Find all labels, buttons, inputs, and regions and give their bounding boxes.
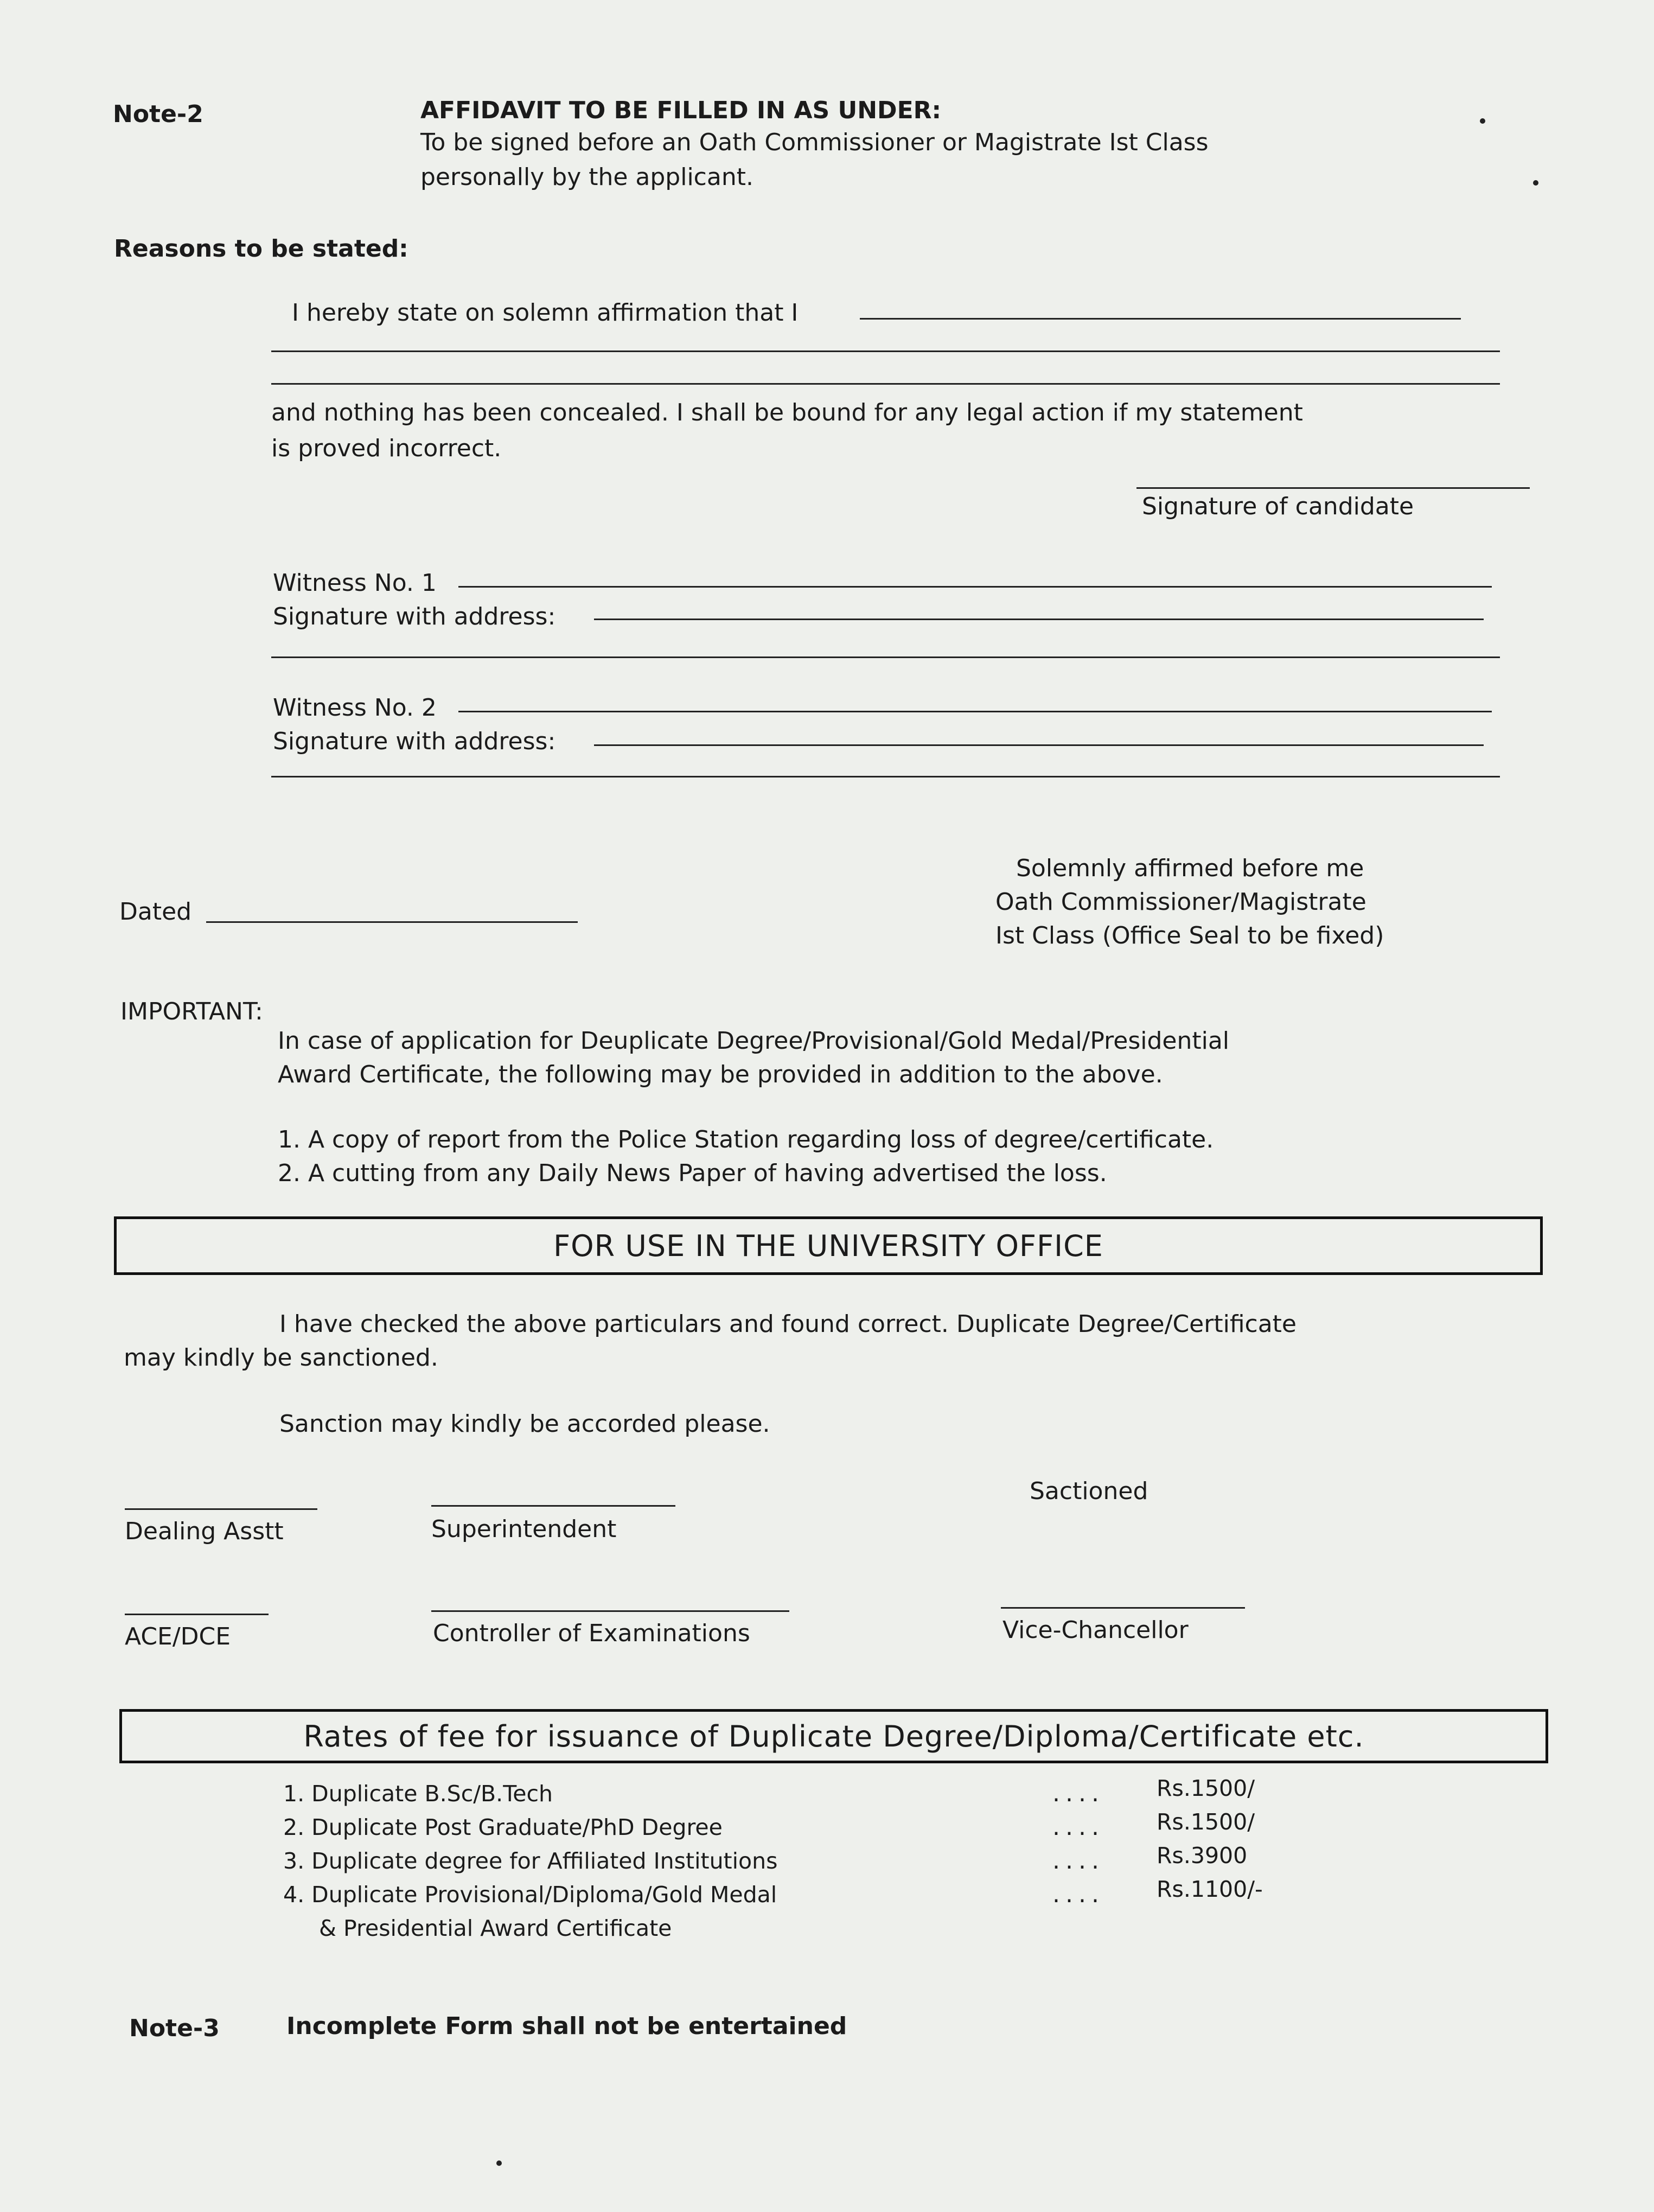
controller-line[interactable] [431,1610,789,1612]
fee-amount-1: Rs.1500/ [1157,1775,1255,1801]
role-vice-chancellor: Vice-Chancellor [1002,1616,1189,1644]
fee-heading-box [119,1709,1548,1763]
statement-line-3[interactable] [271,383,1500,385]
witness-1-label: Witness No. 1 [273,569,437,597]
fee-dots-4: .... [1052,1880,1104,1908]
witness-2-address-label: Signature with address: [273,728,556,755]
important-text-2: Award Certificate, the following may be provided in addition to the above. [278,1061,1163,1088]
fee-item-4: 4. Duplicate Provisional/Diploma/Gold Medal [283,1882,777,1908]
candidate-signature-label: Signature of candidate [1142,493,1414,520]
role-superintendent: Superintendent [431,1515,617,1543]
scan-speck [1533,180,1538,186]
statement-line-1[interactable] [860,318,1461,320]
important-item-2: 2. A cutting from any Daily News Paper of having advertised the loss. [278,1159,1107,1187]
important-item-1: 1. A copy of report from the Police Station regarding loss of degree/certificate. [278,1126,1214,1153]
solemn-statement: I hereby state on solemn affirmation that I [292,299,799,327]
vice-chancellor-line[interactable] [1001,1607,1245,1609]
fee-item-2: 2. Duplicate Post Graduate/PhD Degree [283,1814,723,1840]
scan-speck [1480,118,1485,124]
witness-2-address-line[interactable] [594,744,1484,746]
affirmed-line-1: Solemnly affirmed before me [1016,855,1364,882]
fee-dots-3: .... [1052,1847,1104,1875]
reasons-label: Reasons to be stated: [114,235,408,263]
office-check-text-2: may kindly be sanctioned. [124,1344,438,1372]
dated-label: Dated [119,898,192,926]
witness-2-label: Witness No. 2 [273,694,437,722]
fee-item-1: 1. Duplicate B.Sc/B.Tech [283,1781,553,1807]
affidavit-instruction-2: personally by the applicant. [420,163,753,191]
superintendent-line[interactable] [431,1505,675,1507]
closing-text-1: and nothing has been concealed. I shall be bound for any legal action if my statement [271,399,1303,426]
fee-item-4-continued: & Presidential Award Certificate [319,1915,672,1941]
office-check-text-1: I have checked the above particulars and found correct. Duplicate Degree/Certificate [279,1310,1297,1338]
office-use-heading-box [114,1216,1543,1275]
sanctioned-label: Sactioned [1030,1477,1148,1505]
dealing-asstt-line[interactable] [125,1508,317,1510]
fee-heading: Rates of fee for issuance of Duplicate Degree/Diploma/Certificate etc. [303,1719,1364,1754]
fee-dots-2: .... [1052,1813,1104,1841]
fee-amount-3: Rs.3900 [1157,1843,1248,1869]
witness-2-name-line[interactable] [458,711,1492,712]
office-use-heading: FOR USE IN THE UNIVERSITY OFFICE [553,1228,1103,1263]
sanction-text: Sanction may kindly be accorded please. [279,1410,770,1438]
ace-dce-line[interactable] [125,1614,269,1615]
note3-label: Note-3 [129,2015,220,2042]
note3-text: Incomplete Form shall not be entertained [286,2012,847,2040]
statement-line-2[interactable] [271,350,1500,352]
candidate-signature-line[interactable] [1136,487,1530,489]
witness-1-address-label: Signature with address: [273,603,556,630]
fee-item-3: 3. Duplicate degree for Affiliated Institutions [283,1848,778,1874]
witness-1-address-line-2[interactable] [271,656,1500,658]
fee-amount-2: Rs.1500/ [1157,1809,1255,1835]
fee-amount-4: Rs.1100/- [1157,1876,1263,1902]
fee-dots-1: .... [1052,1780,1104,1807]
closing-text-2: is proved incorrect. [271,435,502,462]
role-dealing-asstt: Dealing Asstt [125,1518,284,1545]
affidavit-instruction-1: To be signed before an Oath Commissioner or Magistrate Ist Class [420,129,1209,156]
note2-label: Note-2 [113,100,203,128]
witness-2-address-line-2[interactable] [271,776,1500,777]
affirmed-line-2: Oath Commissioner/Magistrate [995,888,1366,916]
important-text-1: In case of application for Deuplicate Degree/Provisional/Gold Medal/Presidential [278,1027,1230,1055]
role-ace-dce: ACE/DCE [125,1623,231,1650]
affidavit-heading: AFFIDAVIT TO BE FILLED IN AS UNDER: [420,97,942,124]
role-controller: Controller of Examinations [433,1620,750,1647]
witness-1-name-line[interactable] [458,586,1492,588]
affirmed-line-3: Ist Class (Office Seal to be fixed) [995,922,1384,949]
witness-1-address-line[interactable] [594,619,1484,620]
scan-speck [496,2160,502,2166]
dated-line[interactable] [206,921,578,923]
important-label: IMPORTANT: [120,998,263,1025]
